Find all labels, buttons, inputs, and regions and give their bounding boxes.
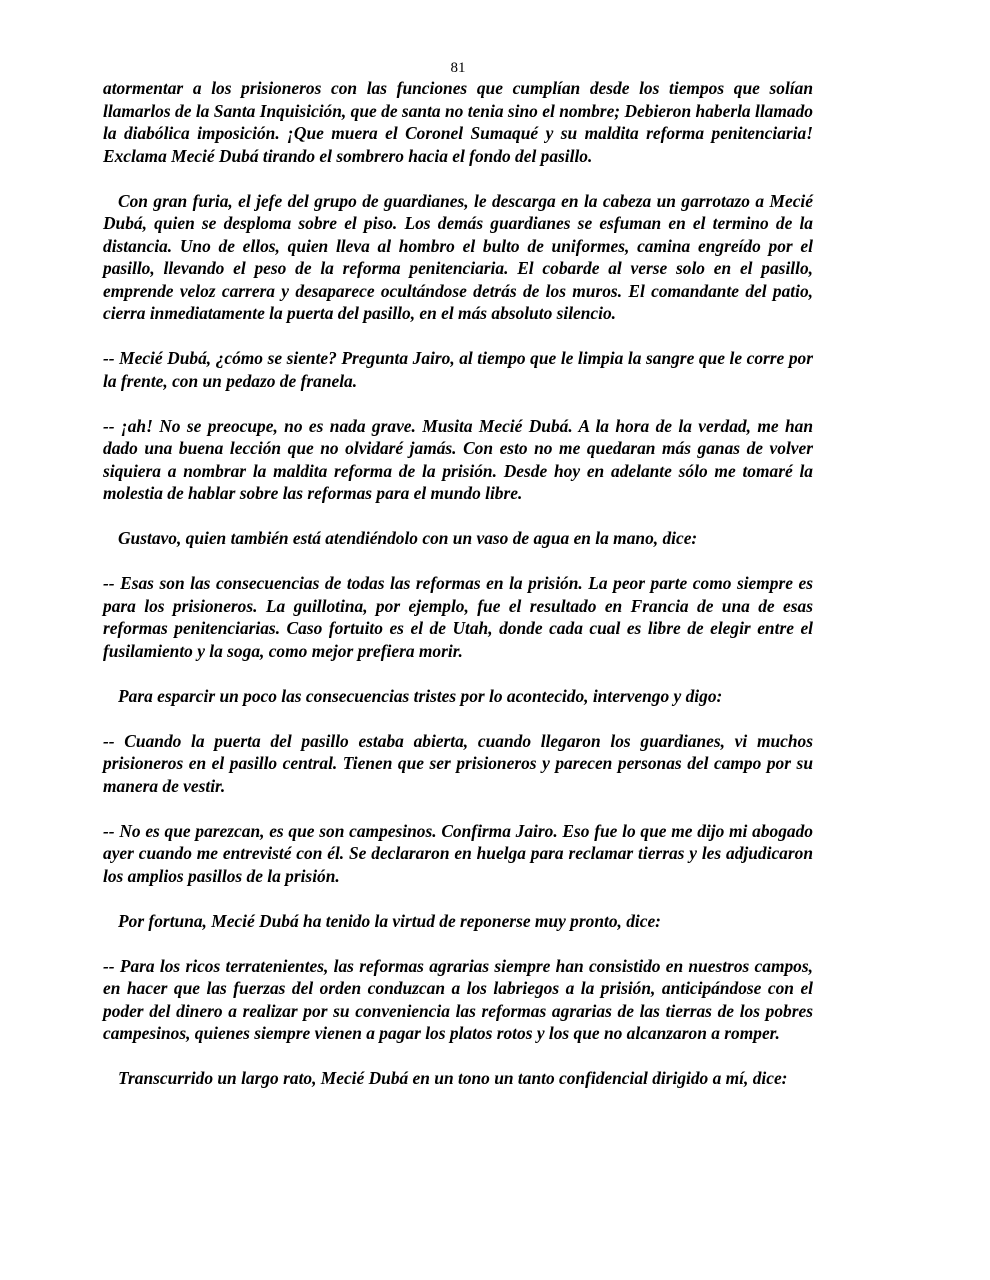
paragraph-9: -- No es que parezcan, es que son campesinos. Confirma Jairo. Eso fue lo que me dijo mi abogado ayer cuando me entrevisté con él. Se declararon en huelga para reclamar tierras y les adjudicaron los amplios pasillos de la prisión. xyxy=(103,820,813,886)
paragraph-2: Con gran furia, el jefe del grupo de guardianes, le descarga en la cabeza un garrotazo a Mecié Dubá, quien se desploma sobre el piso. Los demás guardianes se esfuman en el termino de la distancia. Uno de ellos, quien lleva al hombro el bulto de uniformes, camina engreído por el pasillo, llevando el peso de la reforma penitenciaria. El cobarde al verse solo en el pasillo, emprende veloz carrera y desaparece ocultándose detrás de los muros. El comandante del patio, cierra inmediatamente la puerta del pasillo, en el más absoluto silencio. xyxy=(103,190,813,323)
page-number: 81 xyxy=(450,60,466,76)
paragraph-1: atormentar a los prisioneros con las funciones que cumplían desde los tiempos que solían llamarlos de la Santa Inquisición, que de santa no tenia sino el nombre; Debieron haberla llamado la diabólica imposición. ¡Que muera el Coronel Sumaqué y su maldita reforma penitenciaria! Exclama Mecié Dubá tirando el sombrero hacia el fondo del pasillo. xyxy=(103,78,813,166)
paragraph-10: Por fortuna, Mecié Dubá ha tenido la virtud de reponerse muy pronto, dice: xyxy=(118,910,661,931)
paragraph-3: -- Mecié Dubá, ¿cómo se siente? Pregunta Jairo, al tiempo que le limpia la sangre que le corre por la frente, con un pedazo de franela. xyxy=(103,348,813,391)
paragraph-4: -- ¡ah! No se preocupe, no es nada grave. Musita Mecié Dubá. A la hora de la verdad, me han dado una buena lección que no olvidaré jamás. Con esto no me quedaran más ganas de volver siquiera a nombrar la maldita reforma de la prisión. Desde hoy en adelante sólo me tomaré la molestia de hablar sobre las reformas para el mundo libre. xyxy=(103,415,813,503)
paragraph-8: -- Cuando la puerta del pasillo estaba abierta, cuando llegaron los guardianes, vi muchos prisioneros en el pasillo central. Tienen que ser prisioneros y parecen personas del campo por su manera de vestir. xyxy=(103,730,813,796)
page-body xyxy=(103,77,813,1112)
paragraph-7: Para esparcir un poco las consecuencias tristes por lo acontecido, intervengo y digo: xyxy=(118,685,723,706)
paragraph-11: -- Para los ricos terratenientes, las reformas agrarias siempre han consistido en nuestros campos, en hacer que las fuerzas del orden conduzcan a los labriegos a la prisión, anticipándose con el poder del dinero a realizar por su conveniencia las reformas agrarias de las tierras de los pobres campesinos, quienes siempre vienen a pagar los platos rotos y los que no alcanzaron a romper. xyxy=(103,955,813,1043)
paragraph-12: Transcurrido un largo rato, Mecié Dubá en un tono un tanto confidencial dirigido a mí, dice: xyxy=(118,1068,788,1088)
paragraph-5: Gustavo, quien también está atendiéndolo con un vaso de agua en la mano, dice: xyxy=(118,528,698,548)
paragraph-6: -- Esas son las consecuencias de todas las reformas en la prisión. La peor parte como siempre es para los prisioneros. La guillotina, por ejemplo, fue el resultado en Francia de una de esas reformas penitenciarias. Caso fortuito es el de Utah, donde cada cual es libre de elegir entre el fusilamiento y la soga, como mejor prefiera morir. xyxy=(103,573,813,661)
